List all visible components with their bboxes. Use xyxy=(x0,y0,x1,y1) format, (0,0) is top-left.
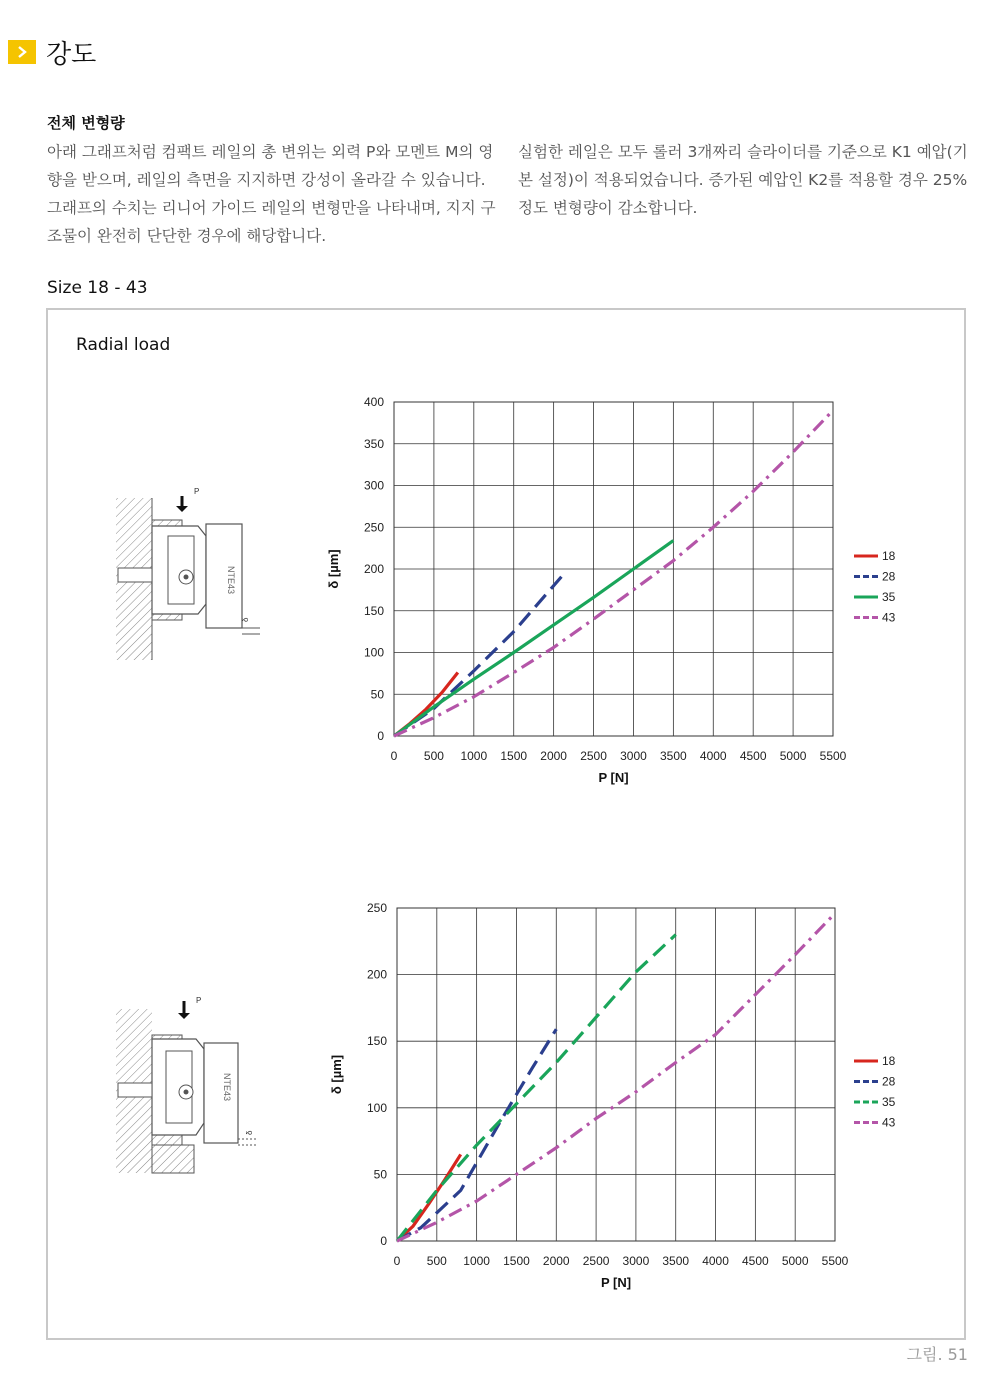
x-tick-label: 4500 xyxy=(739,749,767,763)
y-axis-label: δ [µm] xyxy=(329,1054,344,1095)
series-line-43 xyxy=(397,913,835,1241)
body-paragraph-left: 아래 그래프처럼 컴팩트 레일의 총 변위는 외력 P와 모멘트 M의 영향을 받으며, 레일의 측면을 지지하면 강성이 올라갈 수 있습니다. 그래프의 수치는 리니어 가이드 레일의 변형만을 나타내며, 지지 구조물이 완전히 단단한 경우에 해당합니다. xyxy=(47,143,496,245)
legend-label-43: 43 xyxy=(882,1115,896,1130)
x-tick-label: 1500 xyxy=(503,1254,530,1268)
x-tick-label: 500 xyxy=(426,1254,447,1268)
y-tick-label: 350 xyxy=(363,436,384,451)
x-tick-label: 3000 xyxy=(620,749,647,763)
page-title: 강도 xyxy=(46,39,97,70)
legend-label-18: 18 xyxy=(882,1054,896,1068)
x-tick-label: 1000 xyxy=(463,1254,490,1268)
x-tick-label: 5500 xyxy=(819,749,847,763)
x-tick-label: 2000 xyxy=(540,749,567,763)
x-tick-label: 5000 xyxy=(779,749,807,763)
body-paragraph-right: 실험한 레일은 모두 롤러 3개짜리 슬라이더를 기준으로 K1 예압(기본 설정)이 적용되었습니다. 증가된 예압인 K2를 적용할 경우 25%정도 변형량이 감소합니다. xyxy=(518,143,968,217)
y-tick-label: 50 xyxy=(370,687,384,702)
panel-label: Radial load xyxy=(76,335,171,355)
figure-caption: 그림. 51 xyxy=(906,1345,968,1364)
y-tick-label: 300 xyxy=(363,478,384,493)
x-axis-label: P [N] xyxy=(598,770,629,785)
x-tick-label: 2000 xyxy=(542,1254,570,1268)
part-label: NTE43 xyxy=(222,1073,232,1102)
load-label: P xyxy=(194,487,200,496)
y-axis-label: δ [µm] xyxy=(326,549,341,589)
plot-border xyxy=(397,908,835,1241)
part-label: NTE43 xyxy=(226,566,236,595)
legend-label-35: 35 xyxy=(882,1095,896,1109)
y-tick-label: 150 xyxy=(363,603,384,618)
x-tick-label: 3500 xyxy=(660,749,687,763)
x-tick-label: 0 xyxy=(393,1254,401,1268)
y-tick-label: 250 xyxy=(363,520,384,535)
series-line-18 xyxy=(397,1154,461,1241)
y-tick-label: 250 xyxy=(366,901,387,915)
x-tick-label: 3000 xyxy=(622,1254,650,1268)
load-label: P xyxy=(196,996,202,1005)
x-tick-label: 5500 xyxy=(821,1254,849,1268)
x-tick-label: 4500 xyxy=(742,1254,769,1268)
y-tick-label: 0 xyxy=(377,729,384,743)
x-tick-label: 0 xyxy=(390,749,398,763)
x-tick-label: 500 xyxy=(423,749,444,763)
x-tick-label: 3500 xyxy=(662,1254,690,1268)
delta-label: δ xyxy=(245,1130,254,1135)
y-tick-label: 400 xyxy=(363,395,384,409)
y-tick-label: 100 xyxy=(366,1100,387,1115)
x-axis-label: P [N] xyxy=(600,1275,632,1290)
x-tick-label: 1000 xyxy=(460,749,488,763)
section-subheading: 전체 변형량 xyxy=(47,114,125,132)
delta-label: δ xyxy=(241,617,250,622)
x-tick-label: 1500 xyxy=(500,749,528,763)
y-tick-label: 50 xyxy=(373,1167,387,1182)
x-tick-label: 2500 xyxy=(580,749,607,763)
legend-label-43: 43 xyxy=(882,610,896,625)
x-tick-label: 4000 xyxy=(702,1254,729,1268)
y-tick-label: 0 xyxy=(380,1234,387,1248)
y-tick-label: 200 xyxy=(366,967,387,982)
size-label: Size 18 - 43 xyxy=(47,278,148,298)
x-tick-label: 4000 xyxy=(699,749,727,763)
y-tick-label: 100 xyxy=(363,645,384,660)
legend-label-28: 28 xyxy=(882,1074,896,1089)
legend-label-18: 18 xyxy=(882,549,896,563)
y-tick-label: 200 xyxy=(363,562,384,576)
legend-label-28: 28 xyxy=(882,569,896,584)
y-tick-label: 150 xyxy=(366,1034,387,1049)
legend-label-35: 35 xyxy=(882,590,896,604)
series-line-35 xyxy=(397,935,676,1241)
x-tick-label: 5000 xyxy=(781,1254,809,1268)
x-tick-label: 2500 xyxy=(582,1254,610,1268)
